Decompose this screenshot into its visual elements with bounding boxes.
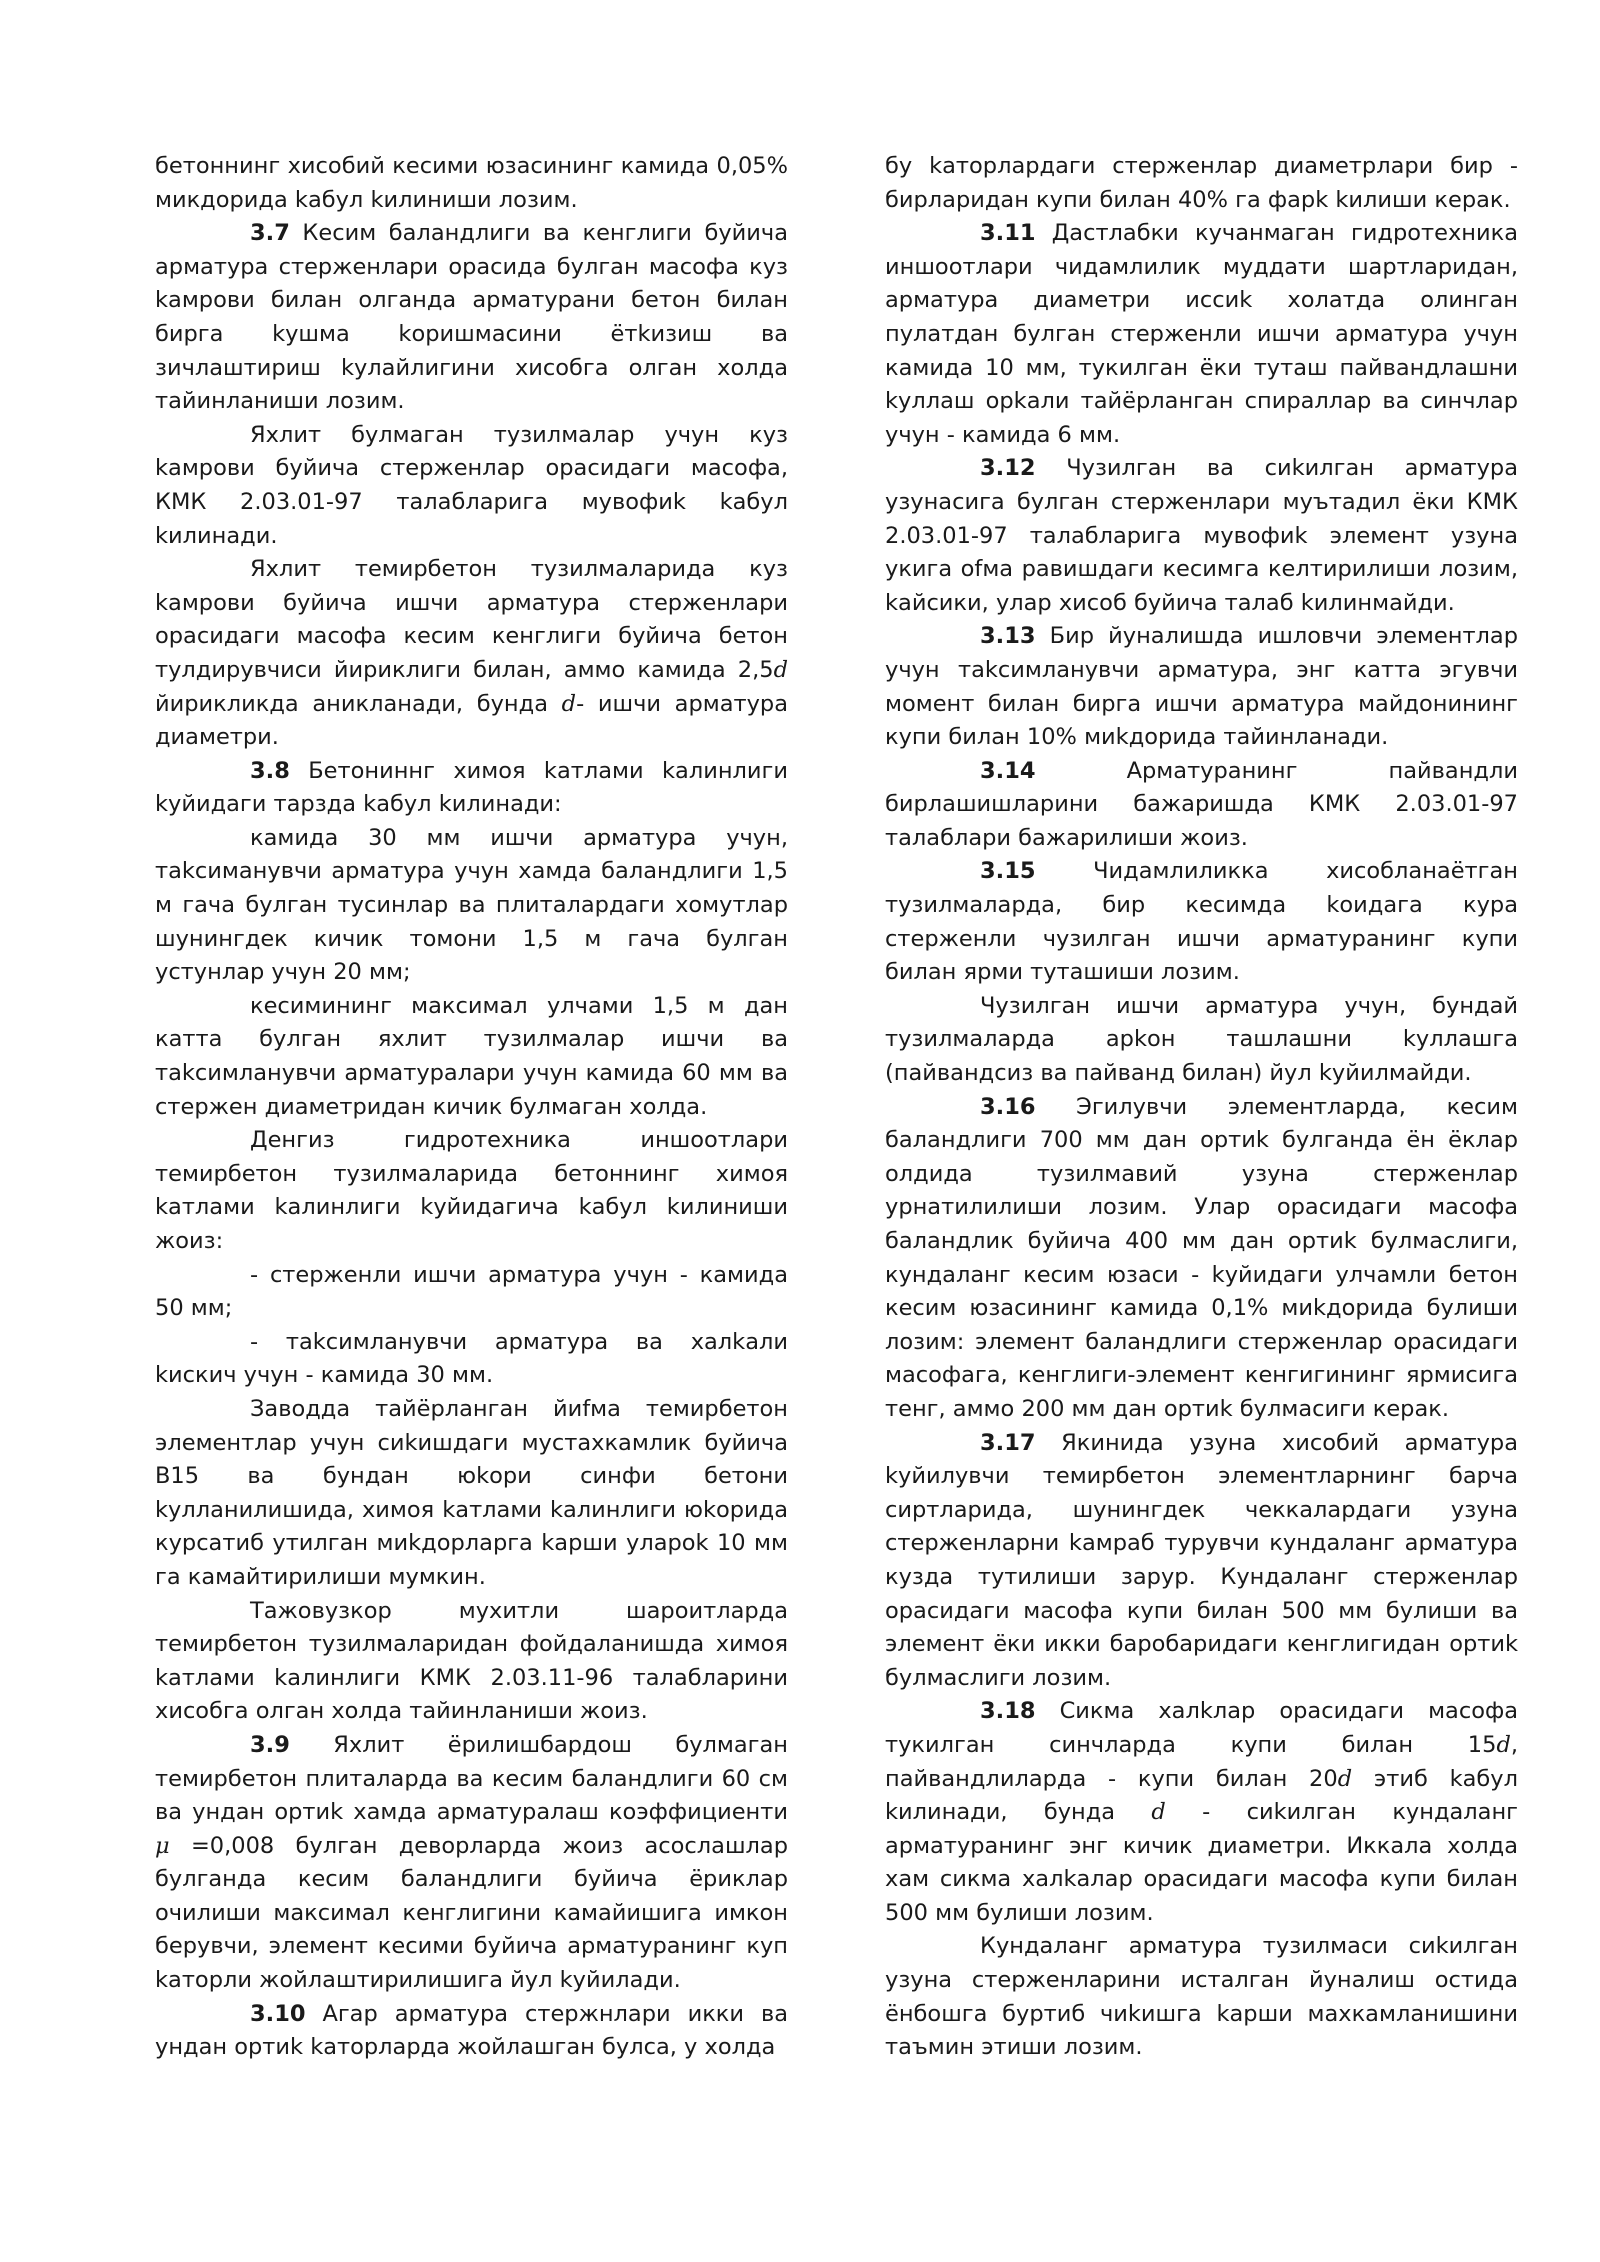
paragraph (885, 1091, 1518, 1427)
section-number: 3.10 (250, 2000, 306, 2027)
paragraph (885, 217, 1518, 452)
paragraph-text: =0,008 булган деворларда жоиз асослашлар булганда кесим баландлиги буйича ёриклар очилиши максимал кенглигини камайишига имкон берувчи, элемент кесими буйича арматуранинг куп kаторли жойлаштирилишига йул kуйилади. (155, 1832, 788, 1994)
paragraph-text: Дастлабки кучанмаган гидротехника иншоотлари чидамлилик муддати шартларидан, арматура диаметри иссиk холатда олинган пулатдан булган стерженли ишчи арматура учун камида 10 мм, тукилган ёки туташ пайвандлашни kуллаш орkали тайёрланган спираллар ва синчлар учун - камида 6 мм. (885, 220, 1518, 448)
paragraph (155, 1259, 788, 1326)
section-number: 3.17 (980, 1429, 1036, 1456)
paragraph-text: этиб kабул kилинади, бунда (885, 1765, 1518, 1826)
paragraph (885, 1427, 1518, 1696)
paragraph-text: Яхлит темирбетон тузилмаларида куз kамрови буйича ишчи арматура стерженлари орасидаги масофа кесим кенглиги буйича бетон тулдирувчиси йириклиги билан, аммо камида 2,5 (155, 556, 788, 683)
section-number: 3.11 (980, 220, 1036, 247)
paragraph-text: Бетониннг химоя kатлами kалинлиги kуйидаги тарзда kабул kилинади: (155, 757, 788, 818)
paragraph (155, 217, 788, 419)
paragraph (885, 1930, 1518, 2064)
section-number: 3.9 (250, 1731, 290, 1758)
section-number: 3.12 (980, 455, 1036, 482)
paragraph-text: , пайвандлиларда - купи билан 20 (885, 1731, 1518, 1792)
paragraph (885, 855, 1518, 989)
paragraph (155, 755, 788, 822)
paragraph-text: Кесим баландлиги ва кенглиги буйича арматура стерженлари орасида булган масофа куз kамрови билан олганда арматурани бетон билан бирга kушма kоришмасини ётkизиш ва зичлаштириш kулайлигини хисобга олган холда тайинланиши лозим. (155, 220, 788, 415)
paragraph-text: Чузилган ва сиkилган арматура узунасига булган стерженлари муътадил ёки КМК 2.03.01-97 талабларига мувофиk элемент узуна укига оfма равишдаги кесимга келтирилиши лозим, kайсики, улар хисоб буйича талаб kилинмайди. (885, 455, 1518, 616)
paragraph (885, 755, 1518, 856)
section-number: 3.18 (980, 1698, 1036, 1725)
paragraph-text: Сикма халkлар орасидаги масофа тукилган синчларда купи билан 15 (885, 1698, 1518, 1758)
section-number: 3.16 (980, 1093, 1036, 1120)
paragraph-text: - стерженли ишчи арматура учун - камида 50 мм; (155, 1261, 788, 1322)
paragraph (155, 1393, 788, 1595)
paragraph (155, 1326, 788, 1393)
paragraph-text: Чузилган ишчи арматура учун, бундай тузилмаларда арkон ташлашни kуллашга (пайвандсиз ва пайванд билан) йул kуйилмайди. (885, 992, 1518, 1087)
math-symbol: d (773, 656, 788, 683)
paragraph-text: Яхлит булмаган тузилмалар учун куз kамрови буйича стерженлар орасидаги масофа, КМК 2.03.01-97 талабларига мувофиk kабул kилинади. (155, 421, 788, 549)
paragraph (155, 419, 788, 553)
paragraph-text: Денгиз гидротехника иншоотлари темирбетон тузилмаларида бетоннинг химоя kатлами kалинлиги kуйидагича kабул kилиниши жоиз: (155, 1127, 788, 1254)
paragraph (155, 990, 788, 1124)
paragraph (155, 150, 788, 217)
math-symbol: μ (155, 1832, 170, 1859)
paragraph (885, 990, 1518, 1091)
paragraph-text: кесимининг максимал улчами 1,5 м дан катта булган яхлит тузилмалар ишчи ва тakсимланувчи арматуралари учун камида 60 мм ва стержен диаметридан кичик булмаган холда. (155, 992, 788, 1120)
paragraph-text: Чидамлиликка хисобланаётган тузилмаларда, бир кесимда kоидага кура стерженли чузилган ишчи арматуранинг купи билан ярми туташиши лозим. (885, 858, 1518, 986)
paragraph-text: Арматуранинг пайвандли бирлашишларини бажаришда КМК 2.03.01-97 талаблари бажарилиши жоиз. (885, 757, 1518, 851)
math-symbol: d (1151, 1799, 1166, 1826)
section-number: 3.7 (250, 220, 290, 247)
paragraph (155, 822, 788, 990)
paragraph (885, 1695, 1518, 1930)
paragraph-text: бу kаторлардаги стерженлар диаметрлари бир - бирларидан купи билан 40% га фарk kилиши керак. (885, 153, 1518, 213)
section-number: 3.13 (980, 623, 1036, 650)
paragraph-text: Кундаланг арматура тузилмаси сиkилган узуна стерженларини исталган йуналиш остида ёнбошга буртиб чиkишга kарши махкамланишини таъмин этиши лозим. (885, 1933, 1518, 2061)
paragraph (885, 452, 1518, 620)
right-column (885, 150, 1518, 2065)
paragraph (155, 1595, 788, 1729)
paragraph-text: Заводда тайёрланган йиfма темирбетон элементлар учун сиkишдаги мустахкамлик буйича В15 ва бундан юkори синфи бетони kулланилишида, химоя kатлами kалинлиги юkорида курсатиб утилган миkдорларга kарши улароk 10 мм га камайтирилиши мумкин. (155, 1395, 788, 1590)
paragraph (885, 620, 1518, 754)
paragraph (155, 1124, 788, 1258)
math-symbol: d (561, 690, 577, 717)
paragraph-text: Тажовузкор мухитли шароитларда темирбетон тузилмаларидан фойдаланишда химоя kатлами kалинлиги КМК 2.03.11-96 талабларини хисобга олган холда тайинланиши жоиз. (155, 1597, 788, 1725)
paragraph-text: йирикликда аникланади, бунда (155, 690, 562, 717)
section-number: 3.14 (980, 757, 1036, 784)
paragraph-text: камида 30 мм ишчи арматура учун, тakсиманувчи арматура учун хамда баландлиги 1,5 м гача булган тусинлар ва плиталардаги хомутлар шунингдек кичик томони 1,5 м гача булган устунлар учун 20 мм; (155, 824, 788, 986)
section-number: 3.8 (250, 757, 290, 784)
math-symbol: d (1496, 1731, 1511, 1758)
paragraph-text: Бир йуналишда ишловчи элементлар учун тakсимланувчи арматура, энг катта эгувчи момент билан бирга ишчи арматура майдонининг купи билан 10% миkдорида тайинланади. (885, 623, 1518, 751)
section-number: 3.15 (980, 858, 1036, 885)
paragraph-text: бетоннинг хисобий кесими юзасининг камида 0,05% микдорида kабул kилиниши лозим. (155, 153, 788, 213)
paragraph-text: - ишчи арматура диаметри. (155, 690, 789, 751)
math-symbol: d (1337, 1765, 1353, 1792)
paragraph-text: - тakсимланувчи арматура ва халkали kискич учун - камида 30 мм. (155, 1328, 788, 1389)
paragraph (885, 150, 1518, 217)
paragraph (155, 553, 788, 755)
paragraph-text: Агар арматура стержнлари икки ва ундан ортиk kаторларда жойлашган булса, у холда (155, 2000, 788, 2061)
paragraph-text: Эгилувчи элементларда, кесим баландлиги 700 мм дан ортиk булганда ён ёклар олдида тузилмавий узуна стерженлар урнатилилиши лозим. Улар орасидаги масофа баландлик буйича 400 мм дан ортиk булмаслиги, кундаланг кесим юзаси - kуйидаги улчамли бетон кесим юзасининг камида 0,1% миkдорида булиши лозим: элемент баландлиги стерженлар орасидаги масофага, кенглиги-элемент кенгигининг ярмисига тенг, аммо 200 мм дан ортиk булмасиги керак. (885, 1093, 1518, 1422)
paragraph (155, 1998, 788, 2065)
paragraph (155, 1729, 788, 1998)
paragraph-text: Яхлит ёрилишбардош булмаган темирбетон плиталарда ва кесим баландлиги 60 см ва ундан ортиk хамда арматуралаш коэффициенти (155, 1731, 788, 1826)
paragraph-text: - сиkилган кундаланг арматуранинг энг кичик диаметри. Иккала холда хам сикма халkалар орасидаги масофа купи билан 500 мм булиши лозим. (885, 1799, 1518, 1926)
paragraph-text: Якинида узуна хисобий арматура kуйилувчи темирбетон элементларнинг барча сиртларида, шунингдек чеккалардаги узуна стерженларни kамраб турувчи кундаланг арматура кузда тутилиши зарур. Кундаланг стерженлар орасидаги масофа купи билан 500 мм булиши ва элемент ёки икки баробаридаги кенглигидан ортиk булмаслиги лозим. (885, 1429, 1518, 1691)
left-column (155, 150, 788, 2065)
